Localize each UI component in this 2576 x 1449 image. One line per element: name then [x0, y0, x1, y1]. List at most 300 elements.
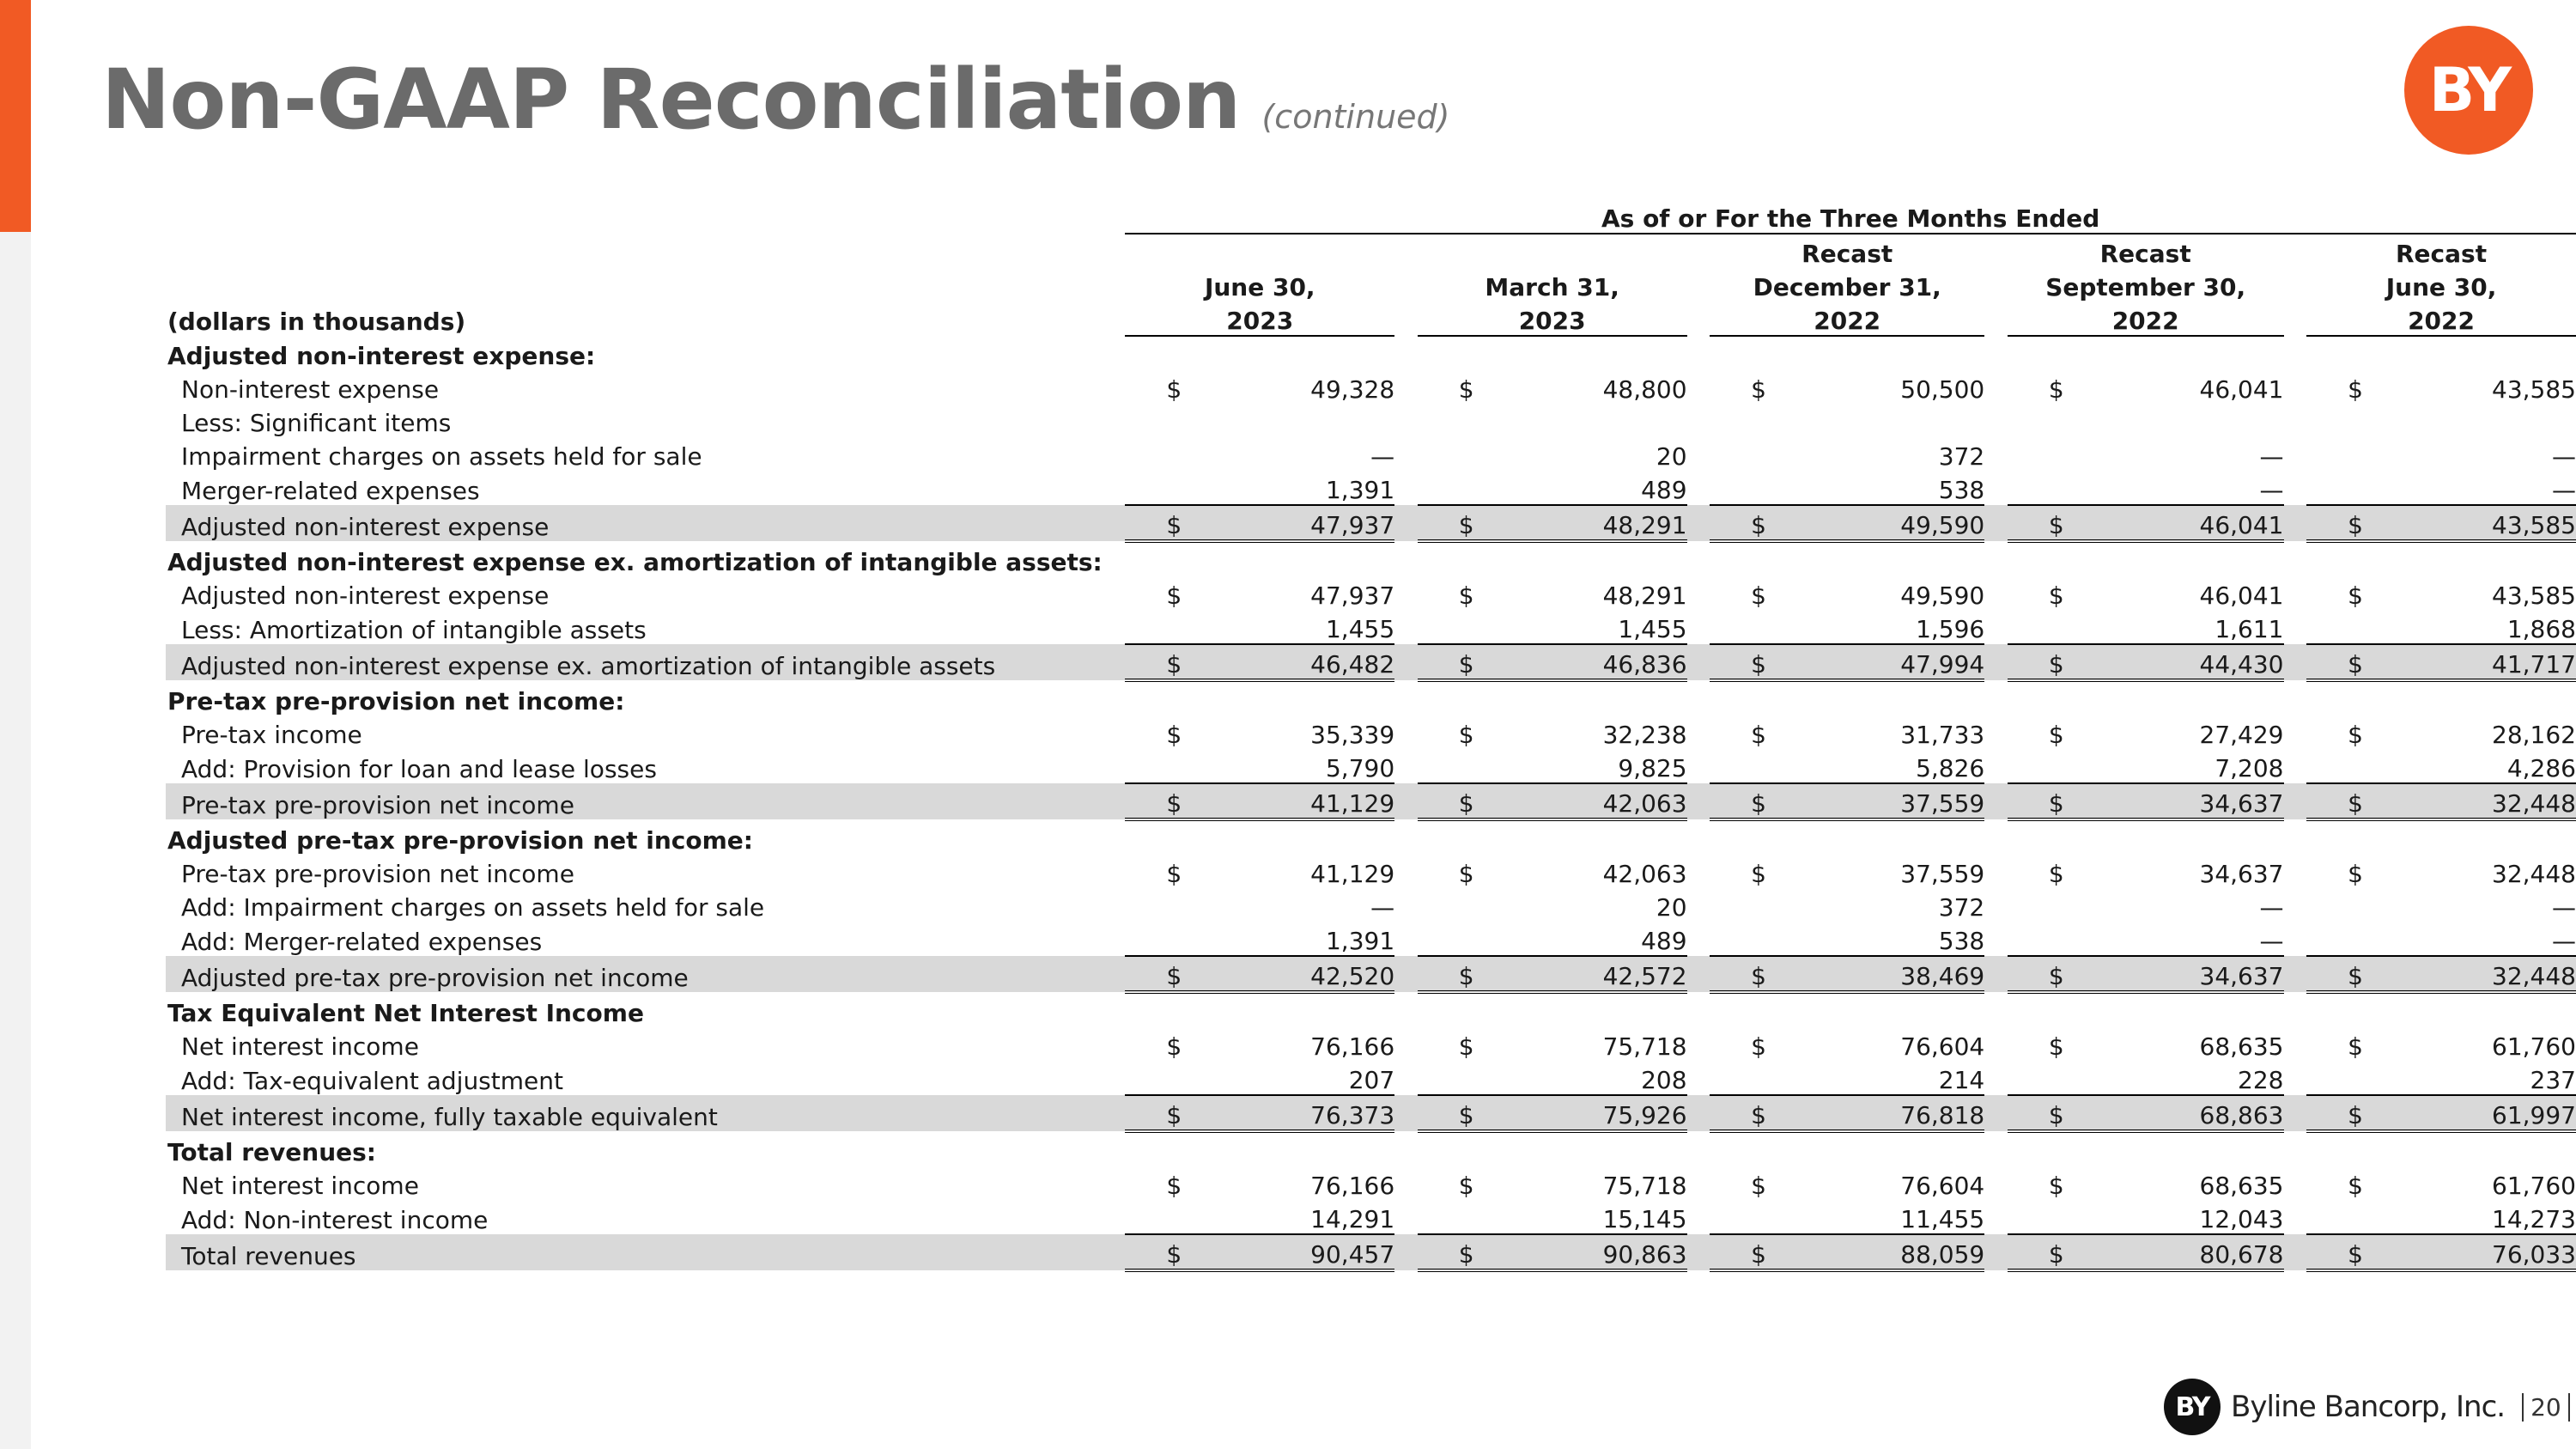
column-gap [1687, 1095, 1710, 1131]
table-row [166, 370, 2576, 404]
dollar-sign: $ [1458, 721, 1474, 749]
row-value: 1,455 [1506, 610, 1687, 644]
column-gap [2284, 888, 2307, 922]
row-value: 20 [1656, 893, 1687, 922]
row-label: Less: Significant items [181, 409, 452, 437]
dollar-sign: $ [2348, 581, 2363, 610]
column-gap [1394, 370, 1418, 404]
row-value: 1,868 [2395, 610, 2576, 644]
dollar-sign: $ [1458, 1172, 1474, 1200]
column-gap [1394, 922, 1418, 956]
row-value: 50,500 [1900, 375, 1985, 404]
dollar-sign: $ [1751, 581, 1766, 610]
row-value: 75,926 [1506, 1095, 1687, 1131]
column-gap [2284, 783, 2307, 819]
dollar-sign [1125, 404, 1213, 437]
dollar-sign [2306, 1200, 2395, 1234]
table-row [166, 749, 2576, 783]
row-value: 76,166 [1310, 1032, 1395, 1061]
column-gap [1394, 234, 1418, 268]
row-value: 5,790 [1214, 749, 1395, 783]
column-gap [1687, 301, 1710, 336]
row-value: 489 [1506, 471, 1687, 505]
row-value: — [2259, 893, 2284, 922]
row-label: Adjusted pre-tax pre-provision net income [166, 956, 1103, 992]
dollar-sign: $ [2306, 783, 2395, 819]
row-value: 43,585 [2492, 581, 2576, 610]
dollar-sign: $ [1458, 1032, 1474, 1061]
dollar-sign: $ [1710, 1234, 1800, 1270]
dollar-sign: $ [2348, 721, 2363, 749]
row-value: 41,717 [2395, 644, 2576, 680]
dollar-sign [1125, 922, 1213, 956]
dollar-sign: $ [1166, 721, 1182, 749]
dollar-sign [1710, 749, 1800, 783]
row-value: 46,041 [2098, 505, 2283, 541]
column-gap [1394, 301, 1418, 336]
dollar-sign: $ [1418, 1095, 1506, 1131]
row-value: — [2098, 922, 2283, 956]
column-gap [1103, 370, 1126, 404]
dollar-sign [2306, 610, 2395, 644]
row-value [1506, 404, 1687, 437]
row-value: 32,448 [2395, 783, 2576, 819]
section-filler [1103, 992, 2576, 1027]
row-value: — [2395, 922, 2576, 956]
table-row [166, 855, 2576, 888]
column-gap [1687, 370, 1710, 404]
row-value: 44,430 [2098, 644, 2283, 680]
dollar-sign: $ [1710, 505, 1800, 541]
row-value: 80,678 [2098, 1234, 2283, 1270]
row-value: 68,635 [2199, 1172, 2284, 1200]
row-label: Less: Amortization of intangible assets [181, 616, 647, 644]
dollar-sign: $ [1710, 644, 1800, 680]
dollar-sign [2306, 749, 2395, 783]
column-gap [1103, 749, 1126, 783]
column-gap [2284, 1027, 2307, 1061]
dollar-sign [2008, 749, 2098, 783]
row-value: 228 [2098, 1061, 2283, 1095]
dollar-sign [1418, 471, 1506, 505]
column-gap [1103, 1234, 1126, 1270]
column-header-line1: June 30, [2385, 273, 2497, 301]
table-row [166, 576, 2576, 610]
row-value: 27,429 [2199, 721, 2284, 749]
row-value: 48,800 [1602, 375, 1687, 404]
row-label: Merger-related expenses [181, 477, 480, 505]
column-gap [1103, 268, 1126, 301]
row-value: 76,166 [1310, 1172, 1395, 1200]
dollar-sign: $ [1458, 375, 1474, 404]
dollar-sign: $ [2048, 581, 2064, 610]
column-gap [1103, 1166, 1126, 1200]
row-value: 47,994 [1800, 644, 1984, 680]
column-header-note: Recast [2099, 240, 2191, 268]
column-gap [1984, 783, 2008, 819]
column-gap [2284, 234, 2307, 268]
row-value: 32,448 [2395, 956, 2576, 992]
column-gap [1103, 1095, 1126, 1131]
column-gap [1394, 1234, 1418, 1270]
row-value: 68,635 [2199, 1032, 2284, 1061]
column-gap [1103, 956, 1126, 992]
dollar-sign [2306, 888, 2395, 922]
row-value: 43,585 [2492, 375, 2576, 404]
row-value: 42,520 [1214, 956, 1395, 992]
row-value: 32,448 [2492, 860, 2576, 888]
column-gap [1984, 576, 2008, 610]
left-accent-bar [0, 0, 31, 232]
column-gap [1103, 888, 1126, 922]
section-row [166, 992, 2576, 1027]
row-value: 1,596 [1800, 610, 1984, 644]
column-gap [1984, 268, 2008, 301]
total-row [166, 505, 2576, 541]
dollar-sign: $ [2008, 956, 2098, 992]
dollar-sign: $ [1418, 783, 1506, 819]
brand-logo: BY [2404, 26, 2533, 155]
column-gap [2284, 749, 2307, 783]
row-label: Add: Tax-equivalent adjustment [181, 1067, 563, 1095]
table-row [166, 1061, 2576, 1095]
dollar-sign: $ [1166, 375, 1182, 404]
row-value: 46,041 [2199, 581, 2284, 610]
column-gap [1394, 1027, 1418, 1061]
row-value: 214 [1800, 1061, 1984, 1095]
section-row [166, 541, 2576, 576]
column-gap [2284, 505, 2307, 541]
column-gap [1984, 234, 2008, 268]
row-label: Net interest income, fully taxable equivalent [166, 1095, 1103, 1131]
footer-logo [2164, 1379, 2570, 1435]
dollar-sign: $ [1751, 1032, 1766, 1061]
row-value: 32,238 [1602, 721, 1687, 749]
row-value [2098, 404, 2283, 437]
column-gap [1984, 715, 2008, 749]
dollar-sign [1710, 610, 1800, 644]
total-row [166, 783, 2576, 819]
dollar-sign [2008, 1200, 2098, 1234]
row-value: 49,328 [1310, 375, 1395, 404]
column-gap [1984, 644, 2008, 680]
column-gap [1103, 437, 1126, 471]
section-label: Adjusted non-interest expense ex. amortization of intangible assets: [167, 548, 1103, 576]
recast-note-row [166, 234, 2576, 268]
column-gap [1103, 644, 1126, 680]
dollar-sign: $ [1166, 860, 1182, 888]
dollar-sign [2008, 1061, 2098, 1095]
row-value: 9,825 [1506, 749, 1687, 783]
column-gap [1984, 855, 2008, 888]
row-value: 11,455 [1800, 1200, 1984, 1234]
dollar-sign: $ [1751, 1172, 1766, 1200]
column-gap [1687, 783, 1710, 819]
column-gap [1687, 268, 1710, 301]
column-gap [1687, 437, 1710, 471]
row-label: Total revenues [166, 1234, 1103, 1270]
column-gap [1984, 956, 2008, 992]
column-gap [1687, 610, 1710, 644]
column-gap [2284, 471, 2307, 505]
row-value: 34,637 [2098, 956, 2283, 992]
dollar-sign [2008, 471, 2098, 505]
row-value: 48,291 [1506, 505, 1687, 541]
dollar-sign [2306, 1061, 2395, 1095]
dollar-sign: $ [1458, 581, 1474, 610]
row-label: Pre-tax pre-provision net income [166, 783, 1103, 819]
row-label: Add: Provision for loan and lease losses [181, 755, 657, 783]
column-header-note: Recast [2396, 240, 2488, 268]
row-value: 1,391 [1214, 471, 1395, 505]
dollar-sign [2008, 610, 2098, 644]
column-gap [1687, 1200, 1710, 1234]
dollar-sign: $ [1710, 956, 1800, 992]
section-filler [1103, 680, 2576, 715]
column-header-note [1418, 234, 1687, 268]
dollar-sign [1125, 888, 1213, 922]
column-gap [1984, 370, 2008, 404]
footer-brand-icon: BY [2164, 1379, 2221, 1435]
column-gap [1687, 888, 1710, 922]
column-gap [2284, 715, 2307, 749]
row-label: Adjusted non-interest expense [166, 505, 1103, 541]
column-gap [1394, 505, 1418, 541]
section-label: Adjusted non-interest expense: [167, 342, 596, 370]
dollar-sign [2008, 922, 2098, 956]
dollar-sign: $ [1125, 783, 1213, 819]
dollar-sign [1710, 404, 1800, 437]
column-gap [1103, 1027, 1126, 1061]
column-gap [1687, 855, 1710, 888]
column-gap [1103, 576, 1126, 610]
column-header-line1: September 30, [2045, 273, 2246, 301]
column-header-line1: June 30, [1204, 273, 1315, 301]
dollar-sign: $ [1418, 1234, 1506, 1270]
column-gap [1103, 783, 1126, 819]
dollar-sign: $ [2048, 860, 2064, 888]
column-gap [2284, 956, 2307, 992]
table-row [166, 1166, 2576, 1200]
row-value: 41,129 [1214, 783, 1395, 819]
dollar-sign: $ [2008, 1095, 2098, 1131]
dollar-sign [2008, 404, 2098, 437]
row-value [1214, 404, 1395, 437]
dollar-sign: $ [2348, 860, 2363, 888]
column-gap [2284, 1061, 2307, 1095]
column-gap [1984, 1027, 2008, 1061]
dollar-sign [1418, 1061, 1506, 1095]
row-value: 37,559 [1800, 783, 1984, 819]
dollar-sign: $ [1418, 644, 1506, 680]
dollar-sign [2008, 437, 2098, 471]
dollar-sign [1418, 404, 1506, 437]
column-gap [1984, 1234, 2008, 1270]
column-gap [2284, 1095, 2307, 1131]
column-gap [2284, 268, 2307, 301]
column-gap [1984, 1095, 2008, 1131]
column-gap [1394, 956, 1418, 992]
row-value: 48,291 [1602, 581, 1687, 610]
dollar-sign: $ [2048, 375, 2064, 404]
section-label: Pre-tax pre-provision net income: [167, 687, 625, 715]
page-title: Non-GAAP Reconciliation [101, 52, 1241, 148]
dollar-sign: $ [1125, 1095, 1213, 1131]
dollar-sign [1418, 922, 1506, 956]
row-value: 75,718 [1602, 1172, 1687, 1200]
row-value: 14,291 [1214, 1200, 1395, 1234]
dollar-sign: $ [1125, 644, 1213, 680]
column-gap [1984, 471, 2008, 505]
section-filler [1103, 336, 2576, 370]
dollar-sign [1125, 610, 1213, 644]
column-year-row [166, 301, 2576, 336]
row-value: 76,604 [1900, 1172, 1985, 1200]
page-number: 20 [2522, 1393, 2570, 1422]
column-date-row [166, 268, 2576, 301]
row-value: 14,273 [2395, 1200, 2576, 1234]
column-gap [1394, 1095, 1418, 1131]
dollar-sign [1418, 888, 1506, 922]
column-gap [2284, 370, 2307, 404]
dollar-sign: $ [1751, 721, 1766, 749]
dollar-sign: $ [2306, 505, 2395, 541]
column-gap [2284, 1234, 2307, 1270]
row-label: Adjusted non-interest expense ex. amortization of intangible assets [166, 644, 1103, 680]
column-gap [1687, 749, 1710, 783]
column-header-line2: 2022 [1710, 301, 1984, 336]
column-gap [1103, 855, 1126, 888]
column-gap [1394, 268, 1418, 301]
dollar-sign: $ [1418, 956, 1506, 992]
reconciliation-table [166, 199, 2576, 1272]
dollar-sign [1125, 437, 1213, 471]
row-value: 43,585 [2395, 505, 2576, 541]
dollar-sign [1710, 888, 1800, 922]
period-header-row [166, 199, 2576, 234]
row-value: 35,339 [1310, 721, 1395, 749]
dollar-sign: $ [1125, 1234, 1213, 1270]
section-filler [1103, 541, 2576, 576]
row-value: 37,559 [1900, 860, 1985, 888]
column-gap [2284, 922, 2307, 956]
section-row [166, 336, 2576, 370]
table-row [166, 471, 2576, 505]
row-value: — [2098, 471, 2283, 505]
section-label: Adjusted pre-tax pre-provision net income: [167, 826, 753, 855]
column-gap [1394, 404, 1418, 437]
row-value: 38,469 [1800, 956, 1984, 992]
row-value: 1,611 [2098, 610, 2283, 644]
row-value [2395, 404, 2576, 437]
column-gap [1984, 888, 2008, 922]
dollar-sign: $ [1710, 1095, 1800, 1131]
dollar-sign: $ [1458, 860, 1474, 888]
column-gap [2284, 644, 2307, 680]
dollar-sign [1418, 749, 1506, 783]
row-value: 76,373 [1214, 1095, 1395, 1131]
dollar-sign: $ [2306, 644, 2395, 680]
units-label: (dollars in thousands) [167, 307, 466, 336]
dollar-sign: $ [2048, 721, 2064, 749]
column-gap [1394, 1061, 1418, 1095]
row-label: Add: Non-interest income [181, 1206, 489, 1234]
dollar-sign: $ [2348, 1172, 2363, 1200]
column-gap [2284, 1166, 2307, 1200]
table-row [166, 404, 2576, 437]
row-value: 76,604 [1900, 1032, 1985, 1061]
row-value: 489 [1506, 922, 1687, 956]
row-value: — [2395, 471, 2576, 505]
dollar-sign [1418, 1200, 1506, 1234]
column-gap [1103, 610, 1126, 644]
row-value: 20 [1656, 442, 1687, 471]
dollar-sign [1125, 471, 1213, 505]
row-label: Add: Merger-related expenses [181, 928, 543, 956]
total-row [166, 1234, 2576, 1270]
dollar-sign: $ [2048, 1032, 2064, 1061]
dollar-sign [1125, 749, 1213, 783]
column-gap [1394, 1200, 1418, 1234]
column-gap [1394, 437, 1418, 471]
column-gap [2284, 1200, 2307, 1234]
row-value: 90,457 [1214, 1234, 1395, 1270]
table-row [166, 715, 2576, 749]
column-gap [1984, 749, 2008, 783]
row-value: 7,208 [2098, 749, 2283, 783]
total-row [166, 644, 2576, 680]
row-label: Pre-tax income [181, 721, 362, 749]
dollar-sign [1418, 437, 1506, 471]
column-header-line2: 2023 [1418, 301, 1687, 336]
row-value: 34,637 [2098, 783, 2283, 819]
row-value: 15,145 [1506, 1200, 1687, 1234]
column-gap [2284, 610, 2307, 644]
table-row [166, 610, 2576, 644]
row-value: 41,129 [1310, 860, 1395, 888]
dollar-sign [1125, 1061, 1213, 1095]
dollar-sign [1418, 610, 1506, 644]
row-value: — [2552, 893, 2576, 922]
footer-company-name: Byline Bancorp, Inc. [2231, 1390, 2506, 1424]
column-header-line2: 2022 [2306, 301, 2576, 336]
column-gap [2284, 404, 2307, 437]
row-value: 1,391 [1214, 922, 1395, 956]
section-label: Tax Equivalent Net Interest Income [167, 999, 644, 1027]
column-gap [1687, 505, 1710, 541]
column-gap [1394, 855, 1418, 888]
row-value: — [1370, 893, 1395, 922]
dollar-sign: $ [2306, 956, 2395, 992]
column-gap [1687, 644, 1710, 680]
row-label: Net interest income [181, 1172, 419, 1200]
dollar-sign: $ [2348, 375, 2363, 404]
dollar-sign [2008, 888, 2098, 922]
dollar-sign: $ [2008, 505, 2098, 541]
table-row [166, 1200, 2576, 1234]
row-value: 49,590 [1900, 581, 1985, 610]
row-value: 88,059 [1800, 1234, 1984, 1270]
column-gap [1984, 437, 2008, 471]
page-subtitle: (continued) [1261, 98, 1450, 136]
column-gap [1984, 404, 2008, 437]
column-header-note: Recast [1801, 240, 1893, 268]
column-gap [1687, 1166, 1710, 1200]
dollar-sign: $ [2048, 1172, 2064, 1200]
row-label: Impairment charges on assets held for sale [181, 442, 702, 471]
column-gap [1687, 404, 1710, 437]
row-value: 46,041 [2199, 375, 2284, 404]
